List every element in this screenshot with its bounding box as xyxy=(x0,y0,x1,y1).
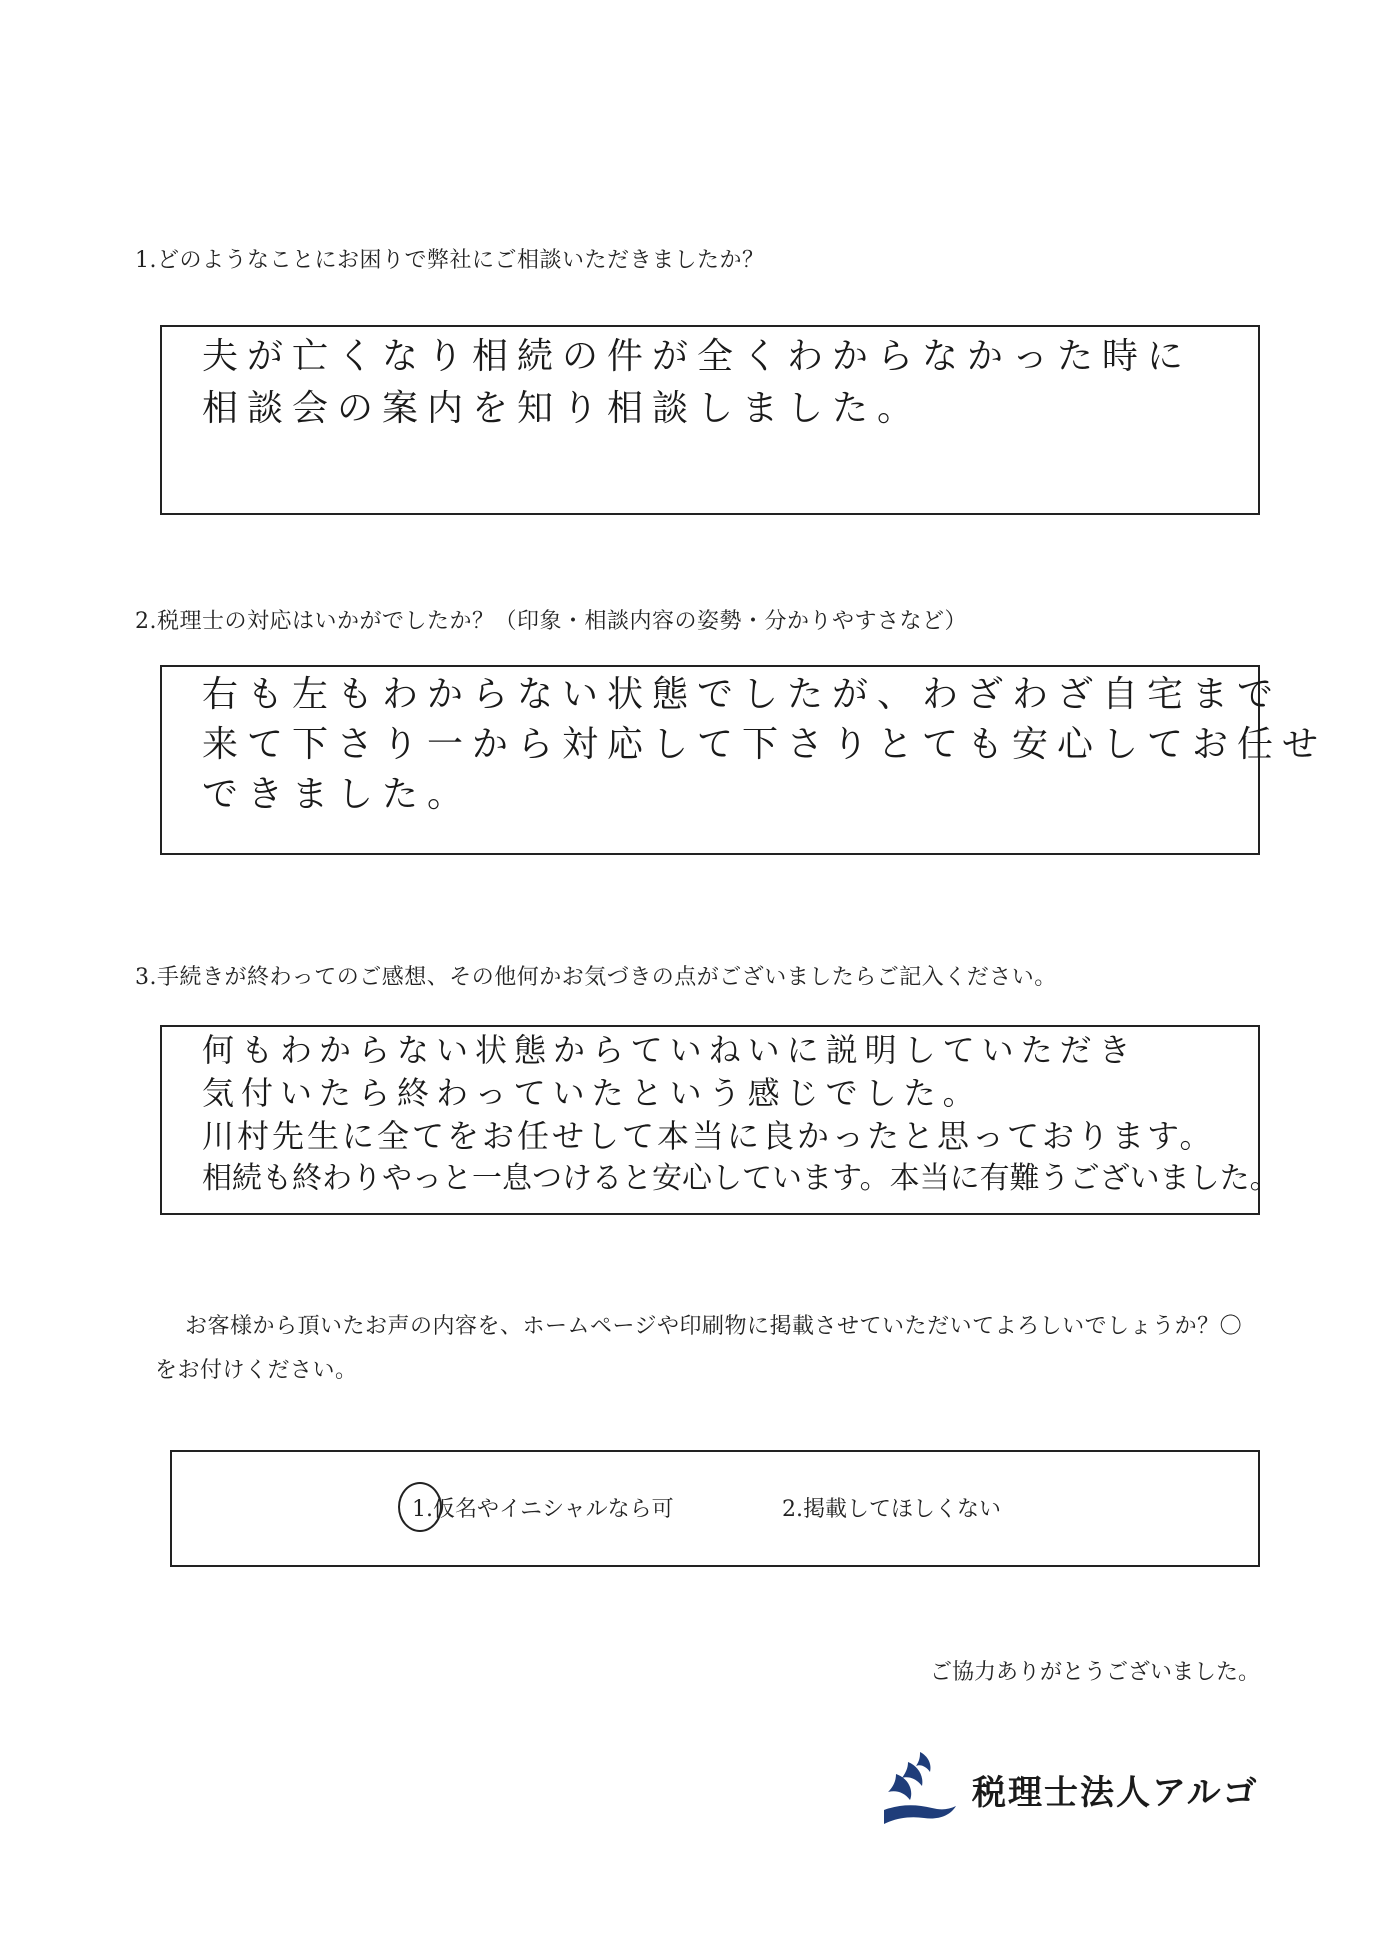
consent-option-1-label: 1.仮名やイニシャルなら可 xyxy=(412,1497,674,1522)
consent-option-2[interactable]: 2.掲載してほしくない xyxy=(782,1497,1001,1522)
answer-box-2 xyxy=(160,665,1328,855)
answer-2-line-2: 来て下さり一から対応して下さりとても安心してお任せ xyxy=(202,724,1328,765)
answer-box-3 xyxy=(160,1025,1280,1215)
answer-1-line-2: 相談会の案内を知り相談しました。 xyxy=(202,388,923,429)
answer-3-line-2: 気付いたら終わっていたという感じでした。 xyxy=(202,1074,982,1112)
thanks-text: ご協力ありがとうございました。 xyxy=(929,1660,1260,1685)
consent-option-1[interactable] xyxy=(412,1492,674,1523)
wing-logo-icon xyxy=(880,1748,960,1830)
answer-2-line-1: 右も左もわからない状態でしたが、わざわざ自宅まで xyxy=(202,674,1283,715)
answer-3-line-3: 川村先生に全てをお任せして本当に良かったと思っております。 xyxy=(202,1117,1215,1155)
company-logo xyxy=(880,1748,1259,1830)
company-name: 税理士法人アルゴ xyxy=(972,1772,1259,1813)
answer-1-line-1: 夫が亡くなり相続の件が全くわからなかった時に xyxy=(202,336,1193,377)
consent-box xyxy=(170,1450,1260,1567)
answer-3-line-1: 何もわからない状態からていねいに説明していただき xyxy=(202,1031,1138,1069)
question-2: 2.税理士の対応はいかがでしたか？（印象・相談内容の姿勢・分かりやすさなど） xyxy=(135,609,967,634)
selection-circle-icon xyxy=(398,1482,442,1532)
consent-text: お客様から頂いたお声の内容を、ホームページや印刷物に掲載させていただいてよろしいでしょうか？〇をお付けください。 xyxy=(155,1314,1243,1383)
answer-3-line-4: 相続も終わりやっと一息つけると安心しています。本当に有難うございました。 xyxy=(202,1161,1280,1196)
answer-2-line-3: できました。 xyxy=(202,774,473,815)
answer-box-1 xyxy=(160,325,1260,515)
question-1: 1.どのようなことにお困りで弊社にご相談いただきましたか？ xyxy=(135,248,765,273)
question-3: 3.手続きが終わってのご感想、その他何かお気づきの点がございましたらご記入ください。 xyxy=(135,965,1057,990)
